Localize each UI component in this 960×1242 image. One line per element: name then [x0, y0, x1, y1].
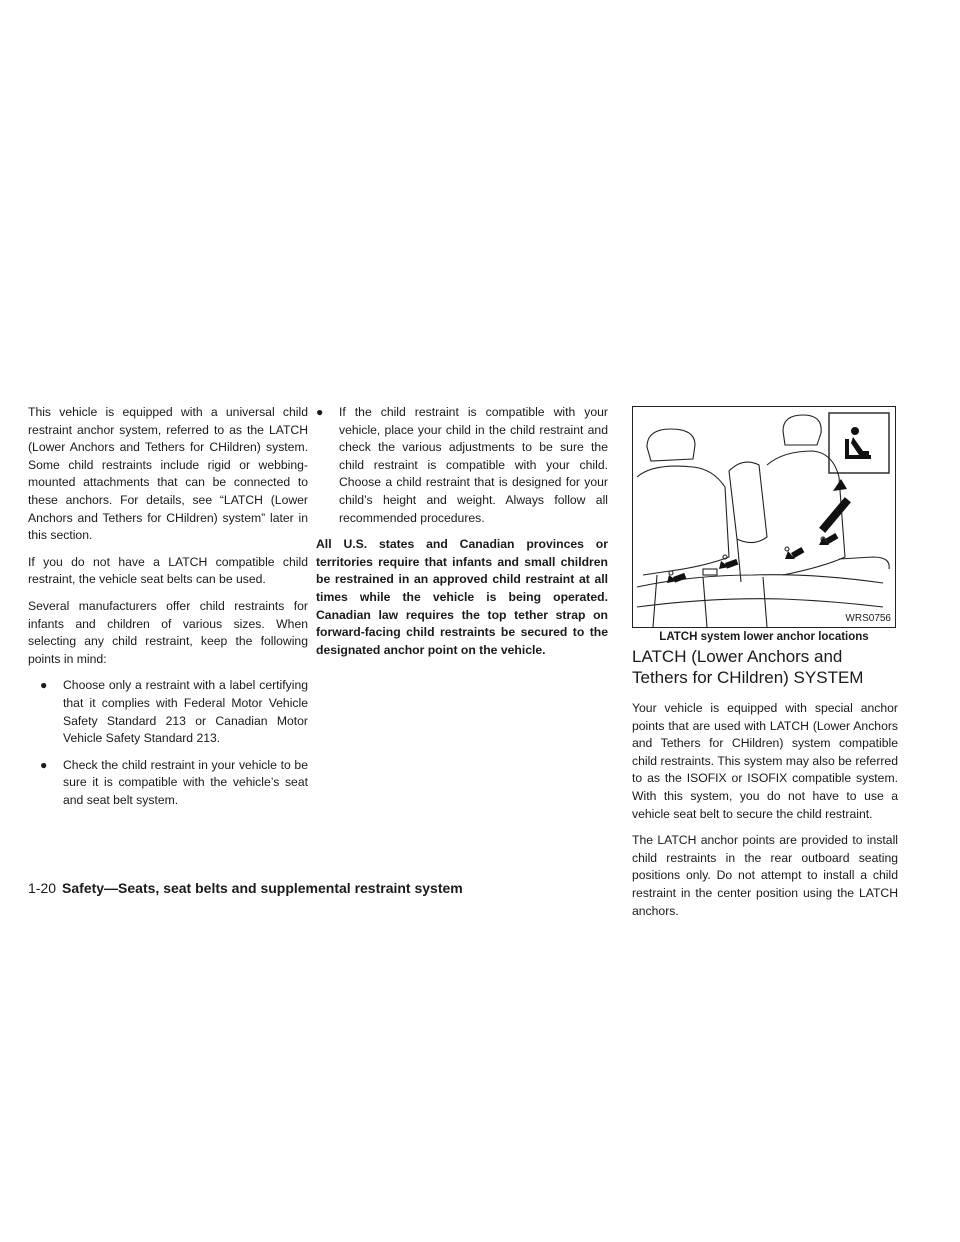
middle-column — [316, 404, 608, 668]
bullet-icon: ● — [40, 757, 48, 772]
rear-seat-illustration — [633, 407, 895, 627]
page-number: 1-20 — [28, 880, 57, 896]
bullet-text: If the child restraint is compatible with your vehicle, place your child in the child restraint and check the various adjustments to be sure the child restraint is compatible with your child. Choose a child restraint that is designed for your child’s height and weight. Always follow all recommended procedures. — [339, 405, 608, 525]
bullet-icon: ● — [316, 405, 324, 419]
latch-section — [632, 646, 898, 929]
intro-paragraph-3: Several manufacturers offer child restraints for infants and children of various sizes. When selecting any child restraint, keep the following points in mind: — [28, 598, 308, 666]
intro-paragraph-2: If you do not have a LATCH compatible child restraint, the vehicle seat belts can be used. — [28, 554, 308, 587]
child-seat-icon — [845, 427, 871, 459]
list-item — [40, 677, 308, 747]
bullet-text: Check the child restraint in your vehicle to be sure it is compatible with the vehicle’s seat and seat belt system. — [63, 757, 308, 807]
page-footer — [28, 880, 463, 896]
figure-caption: LATCH system lower anchor locations — [659, 631, 869, 643]
figure-code: WRS0756 — [845, 613, 891, 624]
bullet-text: Choose only a restraint with a label certifying that it complies with Federal Motor Vehicle Safety Standard 213 or Canadian Motor Vehicle Safety Standard 213. — [63, 678, 308, 746]
section-paragraph-1: Your vehicle is equipped with special anchor points that are used with LATCH (Lower Anchors and Tethers for CHildren) system compatible child restraints. This system may also be referred to as the ISOFIX or ISOFIX compatible system. With this system, you do not have to use a vehicle seat belt to secure the child restraint. — [632, 701, 898, 821]
list-item — [316, 404, 608, 527]
section-paragraph-2: The LATCH anchor points are provided to install child restraints in the rear outboard seating positions only. Do not attempt to install a child restraint in the center position using the LATCH anchors. — [632, 833, 898, 918]
left-column — [28, 404, 308, 818]
warning-paragraph: All U.S. states and Canadian provinces or territories require that infants and small children be restrained in an approved child restraint at all times while the vehicle is being operated. Canadian law requires the top tether strap on forward-facing child restraints be secured to the designated anchor point on the vehicle. — [316, 537, 608, 657]
footer-section-title: Safety—Seats, seat belts and supplemental restraint system — [62, 880, 463, 896]
intro-paragraph-1: This vehicle is equipped with a universal child restraint anchor system, referred to as the LATCH (Lower Anchors and Tethers for CHildren) system. Some child restraints include rigid or webbing-mounted attachments that can be connected to these anchors. For details, see “LATCH (Lower Anchors and Tethers for CHildren) system” later in this section. — [28, 405, 308, 543]
section-heading: LATCH (Lower Anchors and Tethers for CHildren) SYSTEM — [632, 647, 864, 687]
latch-anchor-figure — [632, 406, 896, 628]
bullet-list-middle — [316, 404, 608, 527]
bullet-icon: ● — [40, 678, 48, 693]
bullet-list-left — [28, 677, 308, 809]
list-item — [40, 757, 308, 810]
